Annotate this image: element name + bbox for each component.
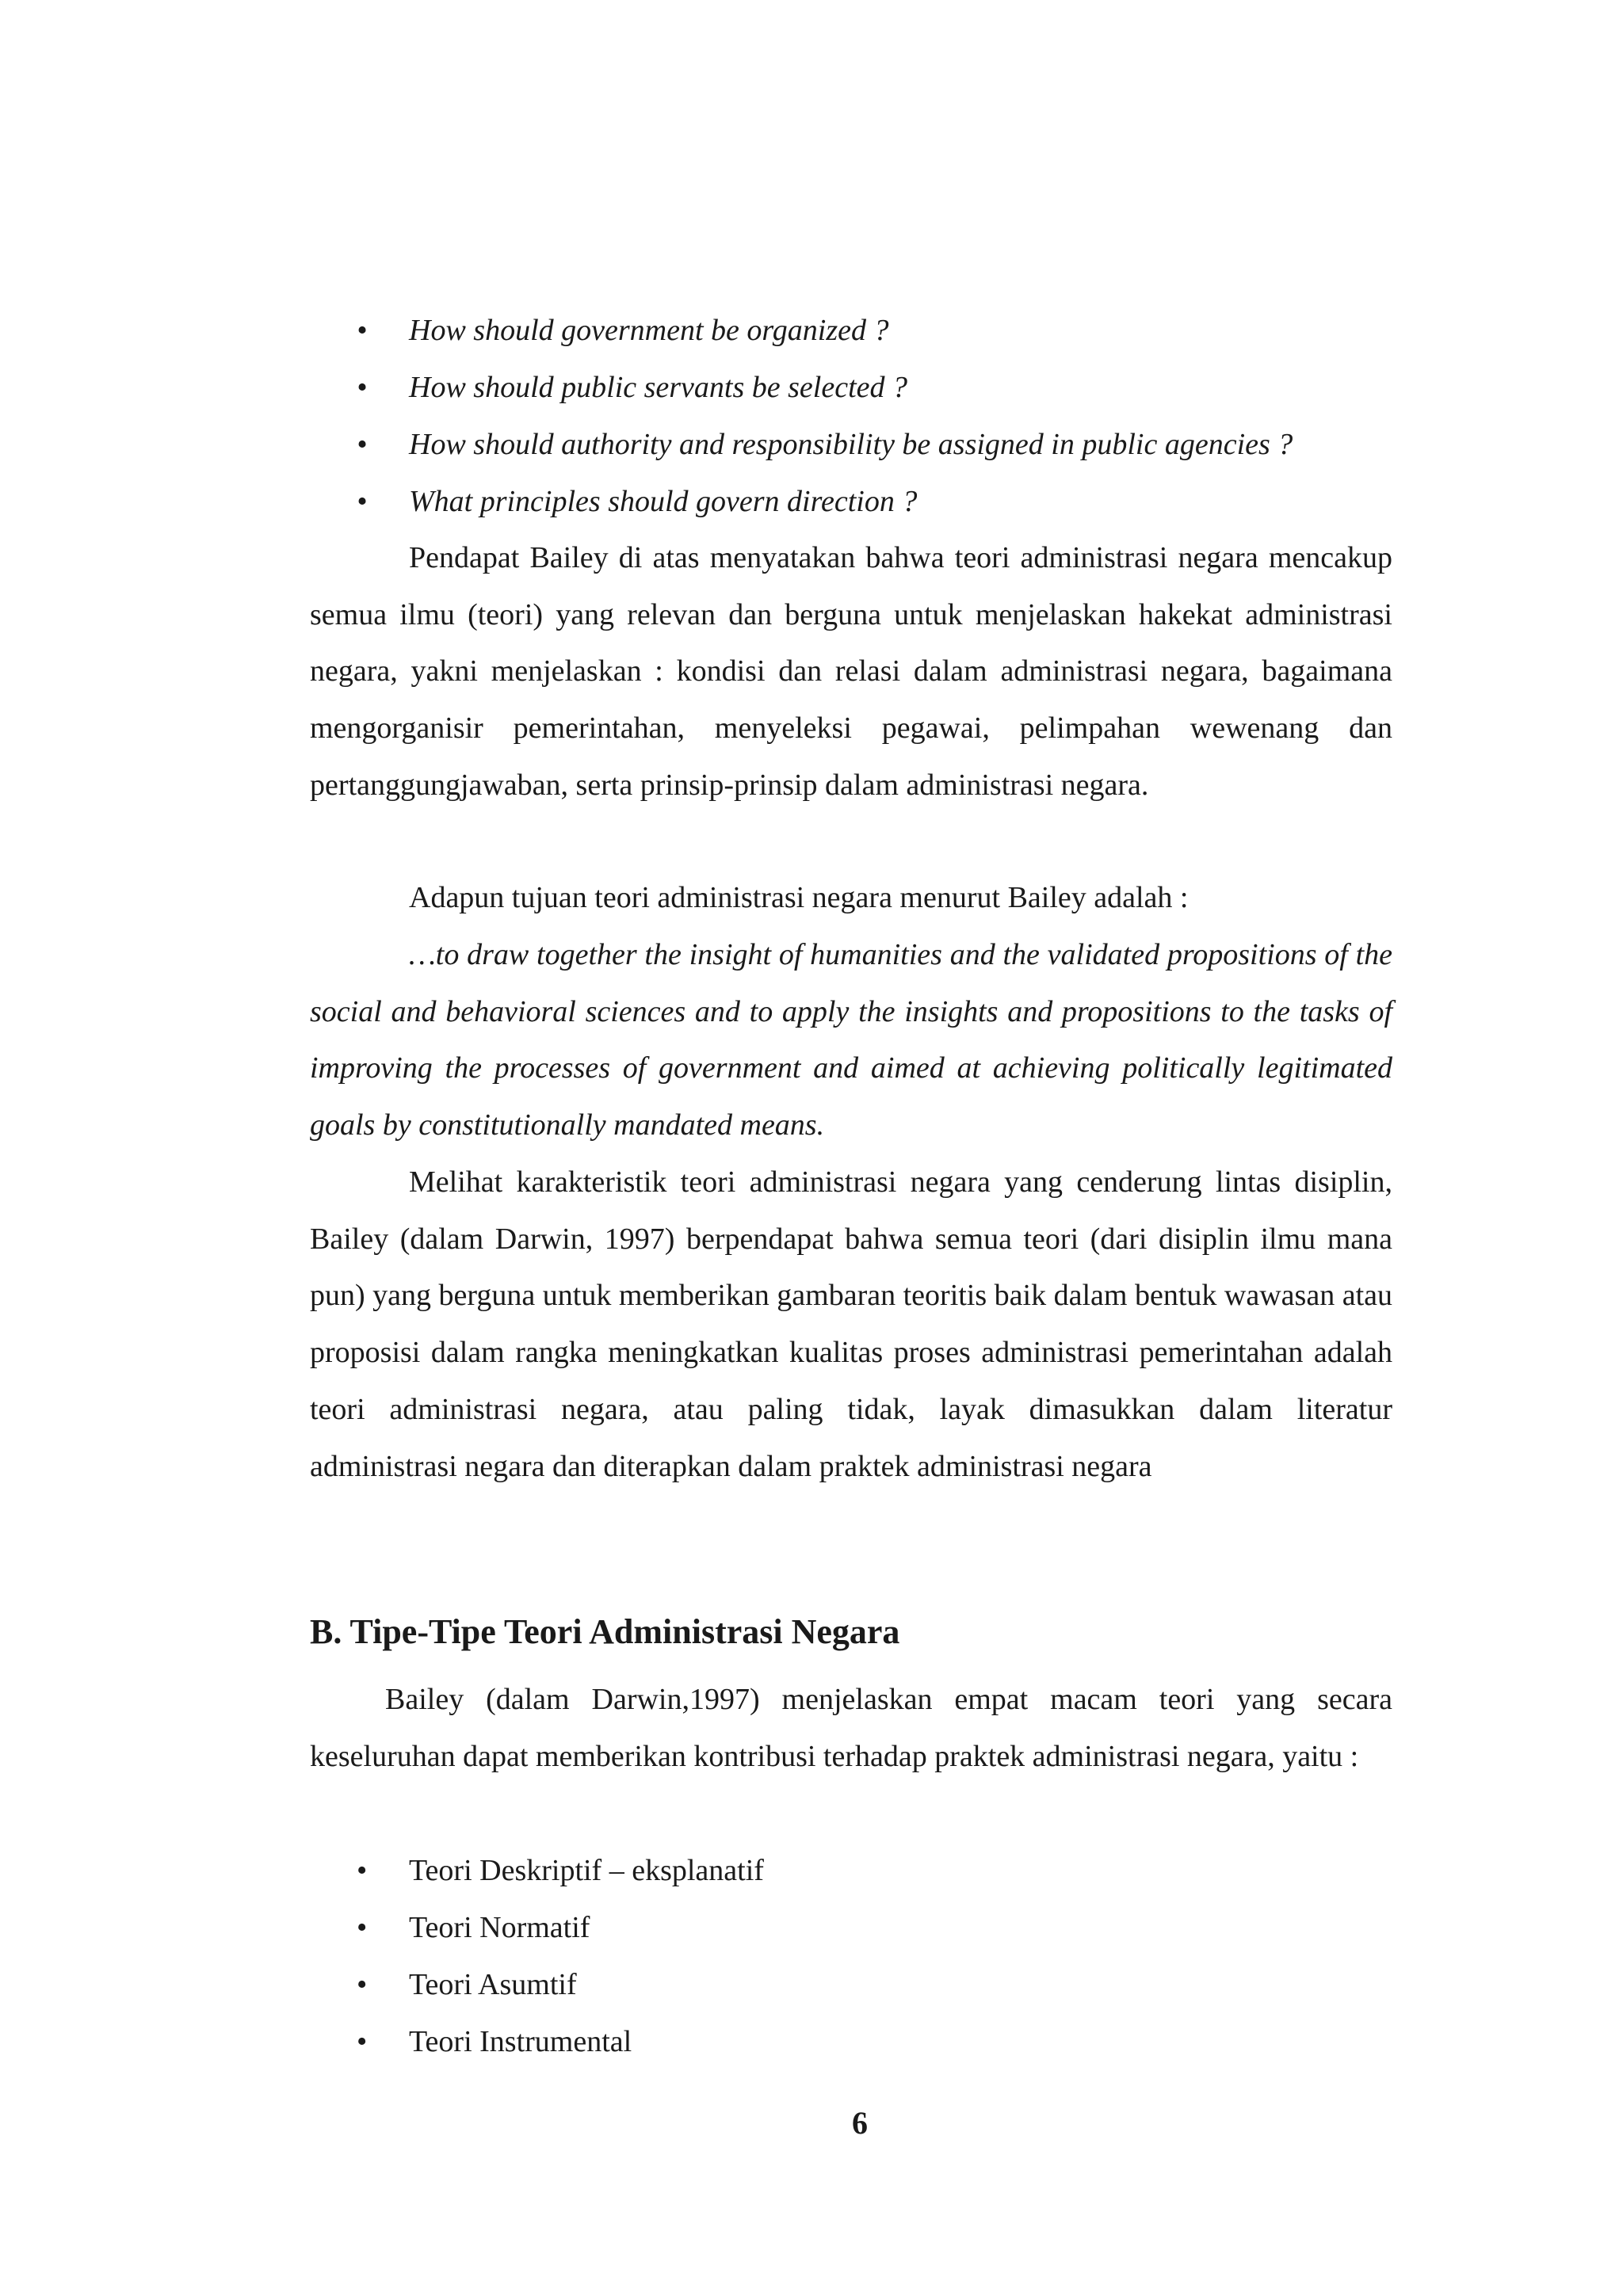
question-text: How should authority and responsibility be assigned in public agencies ? (409, 428, 1293, 461)
list-item (357, 1899, 764, 1956)
theory-type-text: Teori Normatif (409, 1911, 590, 1944)
bailey-quote: …to draw together the insight of humanities and the validated propositions of the social and behavioral sciences and to apply the insights and propositions to the tasks of improving the processes of government and aimed at achieving politically legitimated goals by constitutionally mandated means. (310, 938, 1392, 1142)
question-text: How should government be organized ? (409, 314, 889, 347)
list-item (357, 473, 1293, 530)
bailey-opinion-paragraph: Pendapat Bailey di atas menyatakan bahwa teori administrasi negara mencakup semua ilmu (teori) yang relevan dan berguna untuk menjelaskan hakekat administrasi negara, yakni menjelaskan : kondisi dan relasi dalam administrasi negara, bagaimana mengorganisir pemerintahan, menyeleksi pegawai, pelimpahan wewenang dan pertanggungjawaban, serta prinsip-prinsip dalam administrasi negara. (310, 541, 1392, 802)
theory-type-text: Teori Asumtif (409, 1968, 577, 2001)
question-text: What principles should govern direction ? (409, 485, 918, 518)
bullet-icon: • (357, 1968, 368, 2001)
list-item (357, 359, 1293, 416)
section-intro-paragraph: Bailey (dalam Darwin,1997) menjelaskan empat macam teori yang secara keseluruhan dapat memberikan kontribusi terhadap praktek administrasi negara, yaitu : (310, 1683, 1392, 1773)
purpose-intro-paragraph: Adapun tujuan teori administrasi negara menurut Bailey adalah : (409, 881, 1189, 914)
list-item (357, 2013, 764, 2070)
bullet-icon: • (357, 1911, 368, 1944)
question-text: How should public servants be selected ? (409, 371, 908, 404)
list-item (357, 1842, 764, 1899)
list-item (357, 1956, 764, 2013)
bullet-icon: • (357, 314, 368, 347)
list-item (357, 416, 1293, 473)
question-list (357, 302, 1293, 530)
theory-type-text: Teori Instrumental (409, 2025, 632, 2058)
theory-type-text: Teori Deskriptif – eksplanatif (409, 1854, 764, 1887)
bullet-icon: • (357, 2025, 368, 2058)
section-heading: B. Tipe-Tipe Teori Administrasi Negara (310, 1612, 900, 1651)
bullet-icon: • (357, 485, 368, 518)
page-number: 6 (852, 2105, 868, 2141)
characteristics-paragraph: Melihat karakteristik teori administrasi negara yang cenderung lintas disiplin, Bailey (dalam Darwin, 1997) berpendapat bahwa semua teori (dari disiplin ilmu mana pun) yang berguna untuk memberikan gambaran teoritis baik dalam bentuk wawasan atau proposisi dalam rangka meningkatkan kualitas proses administrasi pemerintahan adalah teori administrasi negara, atau paling tidak, layak dimasukkan dalam literatur administrasi negara dan diterapkan dalam praktek administrasi negara (310, 1165, 1392, 1483)
theory-type-list (357, 1842, 764, 2070)
bullet-icon: • (357, 428, 368, 461)
bullet-icon: • (357, 1854, 368, 1887)
list-item (357, 302, 1293, 359)
bullet-icon: • (357, 371, 368, 404)
